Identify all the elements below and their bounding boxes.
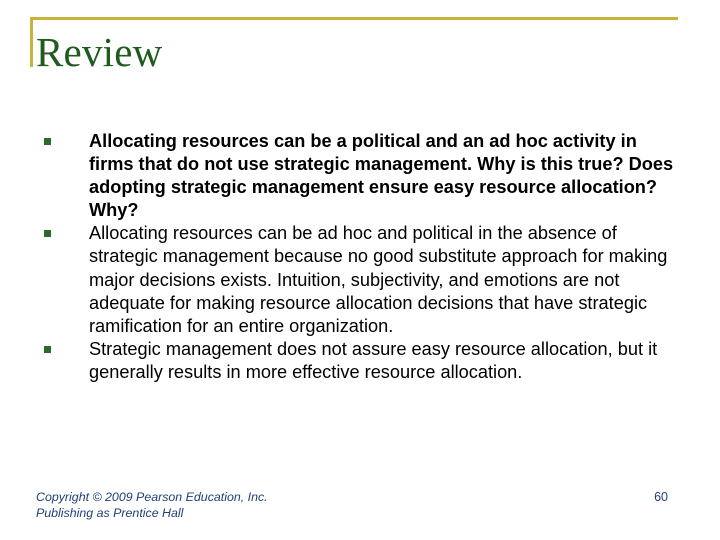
square-bullet-icon: [44, 138, 51, 145]
bullet-item-question: [44, 130, 684, 222]
bullet-text: Allocating resources can be ad hoc and political in the absence of strategic management because no good substitute approach for making major decisions exists. Intuition, subjectivity, and emotions are not adequate for making resource allocation decisions that have strategic ramification for an entire organization.: [89, 223, 668, 336]
bullet-item-answer-2: [44, 338, 684, 384]
bullet-list: [44, 130, 684, 384]
copyright-notice: [36, 489, 268, 521]
bullet-item-answer-1: [44, 222, 684, 337]
square-bullet-icon: [44, 230, 51, 237]
bullet-text: Strategic management does not assure easy resource allocation, but it generally results in more effective resource allocation.: [89, 338, 658, 382]
square-bullet-icon: [44, 346, 51, 353]
slide-title: Review: [36, 29, 163, 75]
bullet-text: Allocating resources can be a political and an ad hoc activity in firms that do not use strategic management. Why is this true? Does adopting strategic management ensure easy resource allocation? Why?: [89, 131, 674, 221]
page-number: 60: [654, 490, 668, 504]
publisher-line: Publishing as Prentice Hall: [36, 506, 184, 520]
title-frame-top-rule: [30, 17, 678, 20]
copyright-line: Copyright © 2009 Pearson Education, Inc.: [36, 490, 268, 504]
title-frame-left-rule: [30, 17, 33, 67]
